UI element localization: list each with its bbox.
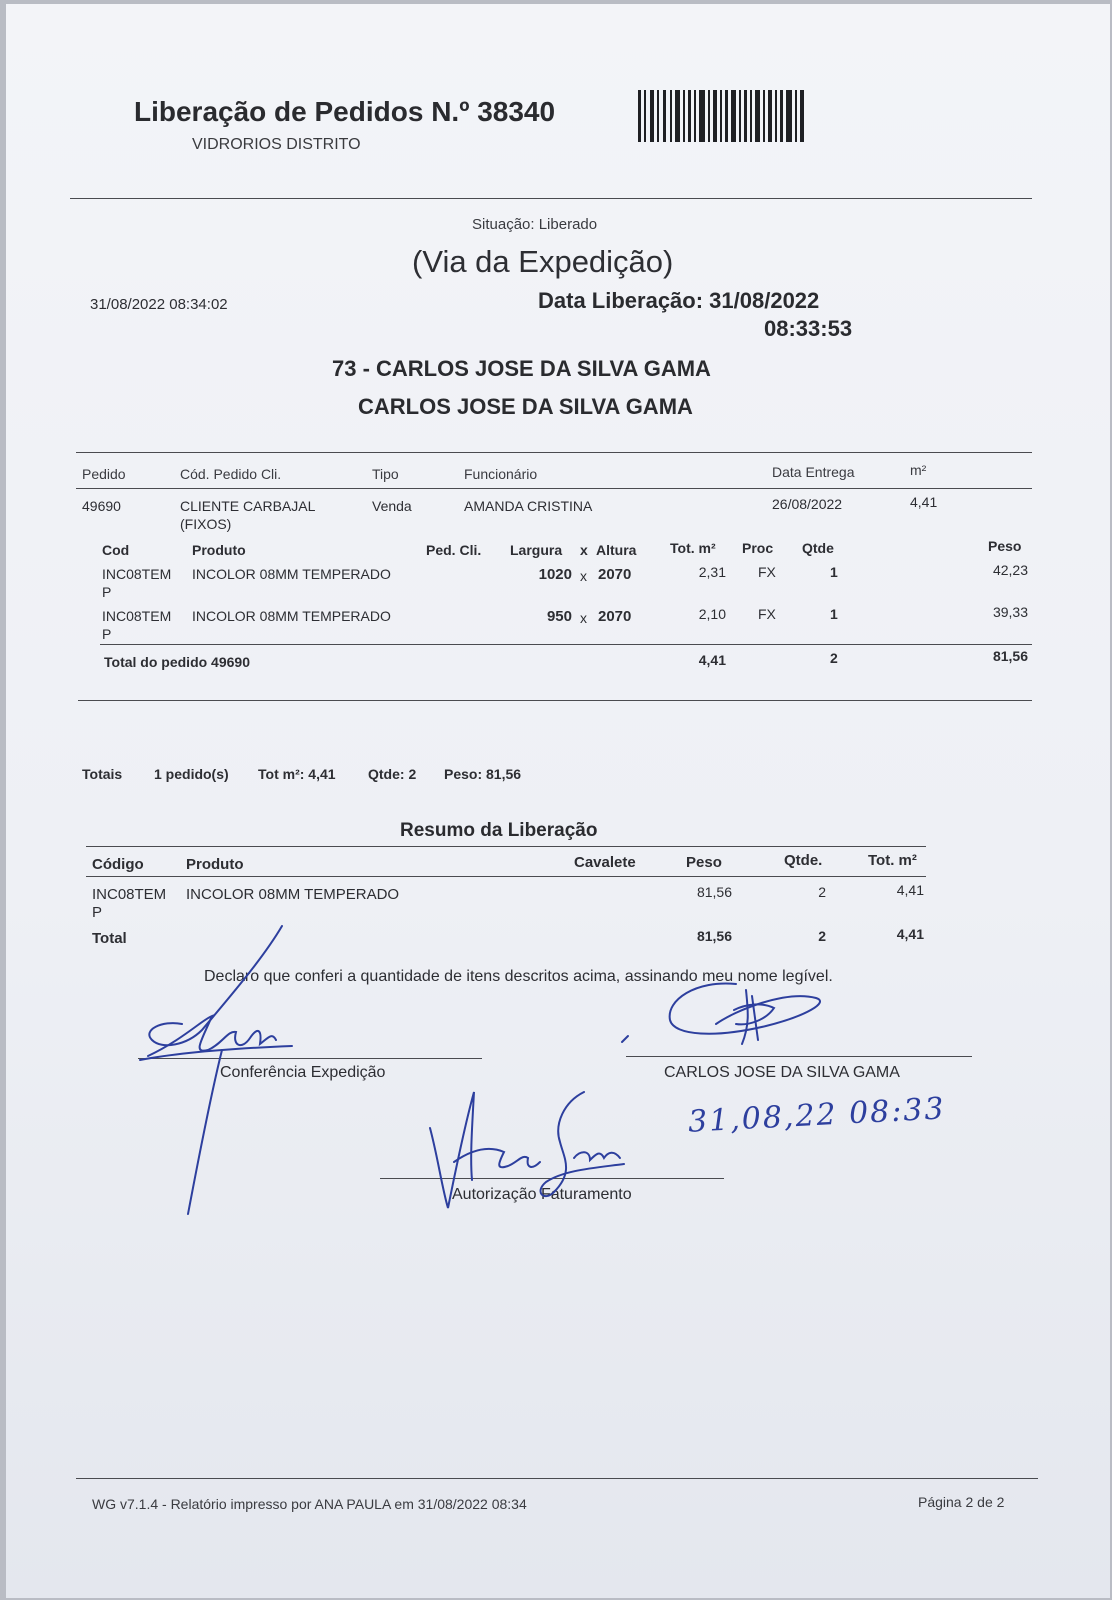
totals-qtde: Qtde: 2 [368, 766, 417, 782]
item-2-cod-line2: P [102, 626, 112, 642]
summary-total-label: Total [92, 930, 127, 947]
totals-label: Totais [82, 766, 123, 782]
col-pedido: Pedido [82, 466, 126, 482]
item-2-altura: 2070 [598, 608, 632, 625]
order-data-entrega: 26/08/2022 [772, 496, 843, 512]
summary-produto: INCOLOR 08MM TEMPERADO [186, 886, 400, 903]
document-page [6, 4, 1110, 1598]
col-funcionario: Funcionário [464, 466, 538, 482]
item-1-x: x [580, 568, 587, 584]
col-cod-pedido-cli: Cód. Pedido Cli. [180, 466, 282, 482]
summary-col-tot-m2: Tot. m² [868, 852, 917, 869]
totals-tot-m2: Tot m²: 4,41 [258, 766, 336, 782]
item-1-largura: 1020 [538, 566, 572, 583]
items-col-altura: Altura [596, 542, 637, 558]
summary-header-rule [86, 876, 926, 877]
autorizacao-label: Autorização Faturamento [452, 1186, 632, 1203]
summary-col-peso: Peso [686, 854, 722, 871]
item-1-altura: 2070 [598, 566, 632, 583]
items-col-proc: Proc [742, 540, 774, 556]
barcode [638, 90, 806, 142]
document-title: Liberação de Pedidos N.º 38340 [134, 96, 556, 127]
header-divider [70, 198, 1032, 199]
footer-print-info: WG v7.1.4 - Relatório impresso por ANA PAULA em 31/08/2022 08:34 [92, 1496, 527, 1512]
item-1-peso: 42,23 [992, 562, 1028, 578]
summary-top-rule [86, 846, 926, 847]
client-code-name: 73 - CARLOS JOSE DA SILVA GAMA [332, 356, 711, 381]
items-col-cod: Cod [102, 542, 130, 558]
order-total-peso: 81,56 [992, 648, 1028, 664]
summary-codigo-line1: INC08TEM [92, 886, 167, 903]
order-tipo: Venda [372, 498, 412, 514]
order-total-m2: 4,41 [698, 652, 726, 668]
client-signature-name: CARLOS JOSE DA SILVA GAMA [664, 1064, 900, 1081]
items-col-qtde: Qtde [802, 540, 834, 556]
client-name: CARLOS JOSE DA SILVA GAMA [358, 394, 693, 419]
summary-col-codigo: Código [92, 856, 144, 873]
col-data-entrega: Data Entrega [772, 464, 855, 480]
order-funcionario: AMANDA CRISTINA [464, 498, 593, 514]
item-2-x: x [580, 610, 587, 626]
summary-total-peso: 81,56 [696, 928, 732, 944]
items-col-peso: Peso [988, 538, 1022, 554]
client-signature [616, 980, 846, 1070]
print-datetime: 31/08/2022 08:34:02 [90, 296, 228, 313]
release-time: 08:33:53 [764, 316, 853, 341]
order-total-label: Total do pedido 49690 [104, 654, 250, 670]
summary-col-produto: Produto [186, 856, 244, 873]
totals-pedidos: 1 pedido(s) [154, 766, 229, 782]
item-2-tot-m2: 2,10 [698, 606, 726, 622]
item-1-produto: INCOLOR 08MM TEMPERADO [192, 566, 391, 582]
summary-total-tot-m2: 4,41 [896, 926, 924, 942]
order-total-qtde: 2 [830, 650, 838, 666]
item-1-proc: FX [758, 564, 776, 580]
item-1-cod-line2: P [102, 584, 112, 600]
col-tipo: Tipo [372, 466, 399, 482]
page-number: Página 2 de 2 [918, 1494, 1005, 1510]
order-m2: 4,41 [910, 494, 938, 510]
summary-total-qtde: 2 [818, 928, 826, 944]
item-2-qtde: 1 [830, 606, 838, 622]
summary-col-qtde: Qtde. [784, 852, 823, 869]
handwritten-date: 31,08,22 08:33 [687, 1091, 947, 1140]
items-col-tot-m2: Tot. m² [670, 540, 716, 556]
footer-rule [76, 1478, 1038, 1479]
order-top-rule [76, 452, 1032, 453]
summary-col-cavalete: Cavalete [574, 854, 636, 871]
col-m2: m² [910, 462, 927, 478]
conferencia-label: Conferência Expedição [220, 1064, 386, 1081]
item-1-qtde: 1 [830, 564, 838, 580]
item-1-tot-m2: 2,31 [698, 564, 726, 580]
totals-peso: Peso: 81,56 [444, 766, 522, 782]
order-cod-cli-line1: CLIENTE CARBAJAL [180, 498, 316, 514]
release-date: Data Liberação: 31/08/2022 [538, 288, 820, 313]
item-1-cod-line1: INC08TEM [102, 566, 172, 582]
item-2-cod-line1: INC08TEM [102, 608, 172, 624]
summary-codigo-line2: P [92, 904, 103, 921]
order-cod-cli-line2: (FIXOS) [180, 516, 232, 532]
order-header-rule [76, 488, 1032, 489]
items-col-x: x [580, 542, 588, 558]
items-col-largura: Largura [510, 542, 563, 558]
via-title: (Via da Expedição) [412, 244, 674, 279]
summary-title: Resumo da Liberação [400, 820, 598, 841]
summary-tot-m2: 4,41 [896, 882, 924, 898]
company-name: VIDRORIOS DISTRITO [192, 136, 361, 153]
autorizacao-signature [424, 1088, 644, 1218]
status-text: Situação: Liberado [472, 216, 598, 233]
summary-peso: 81,56 [696, 884, 732, 900]
summary-qtde: 2 [818, 884, 826, 900]
conferencia-signature [132, 920, 302, 1220]
declaration-text: Declaro que conferi a quantidade de itens descritos acima, assinando meu nome legível. [204, 968, 833, 985]
items-col-ped-cli: Ped. Cli. [426, 542, 482, 558]
item-2-produto: INCOLOR 08MM TEMPERADO [192, 608, 391, 624]
order-pedido: 49690 [82, 498, 121, 514]
item-2-peso: 39,33 [992, 604, 1028, 620]
item-2-proc: FX [758, 606, 776, 622]
items-col-produto: Produto [192, 542, 246, 558]
order-bottom-rule [78, 700, 1032, 701]
item-2-largura: 950 [546, 608, 572, 625]
order-total-rule [100, 644, 1032, 645]
